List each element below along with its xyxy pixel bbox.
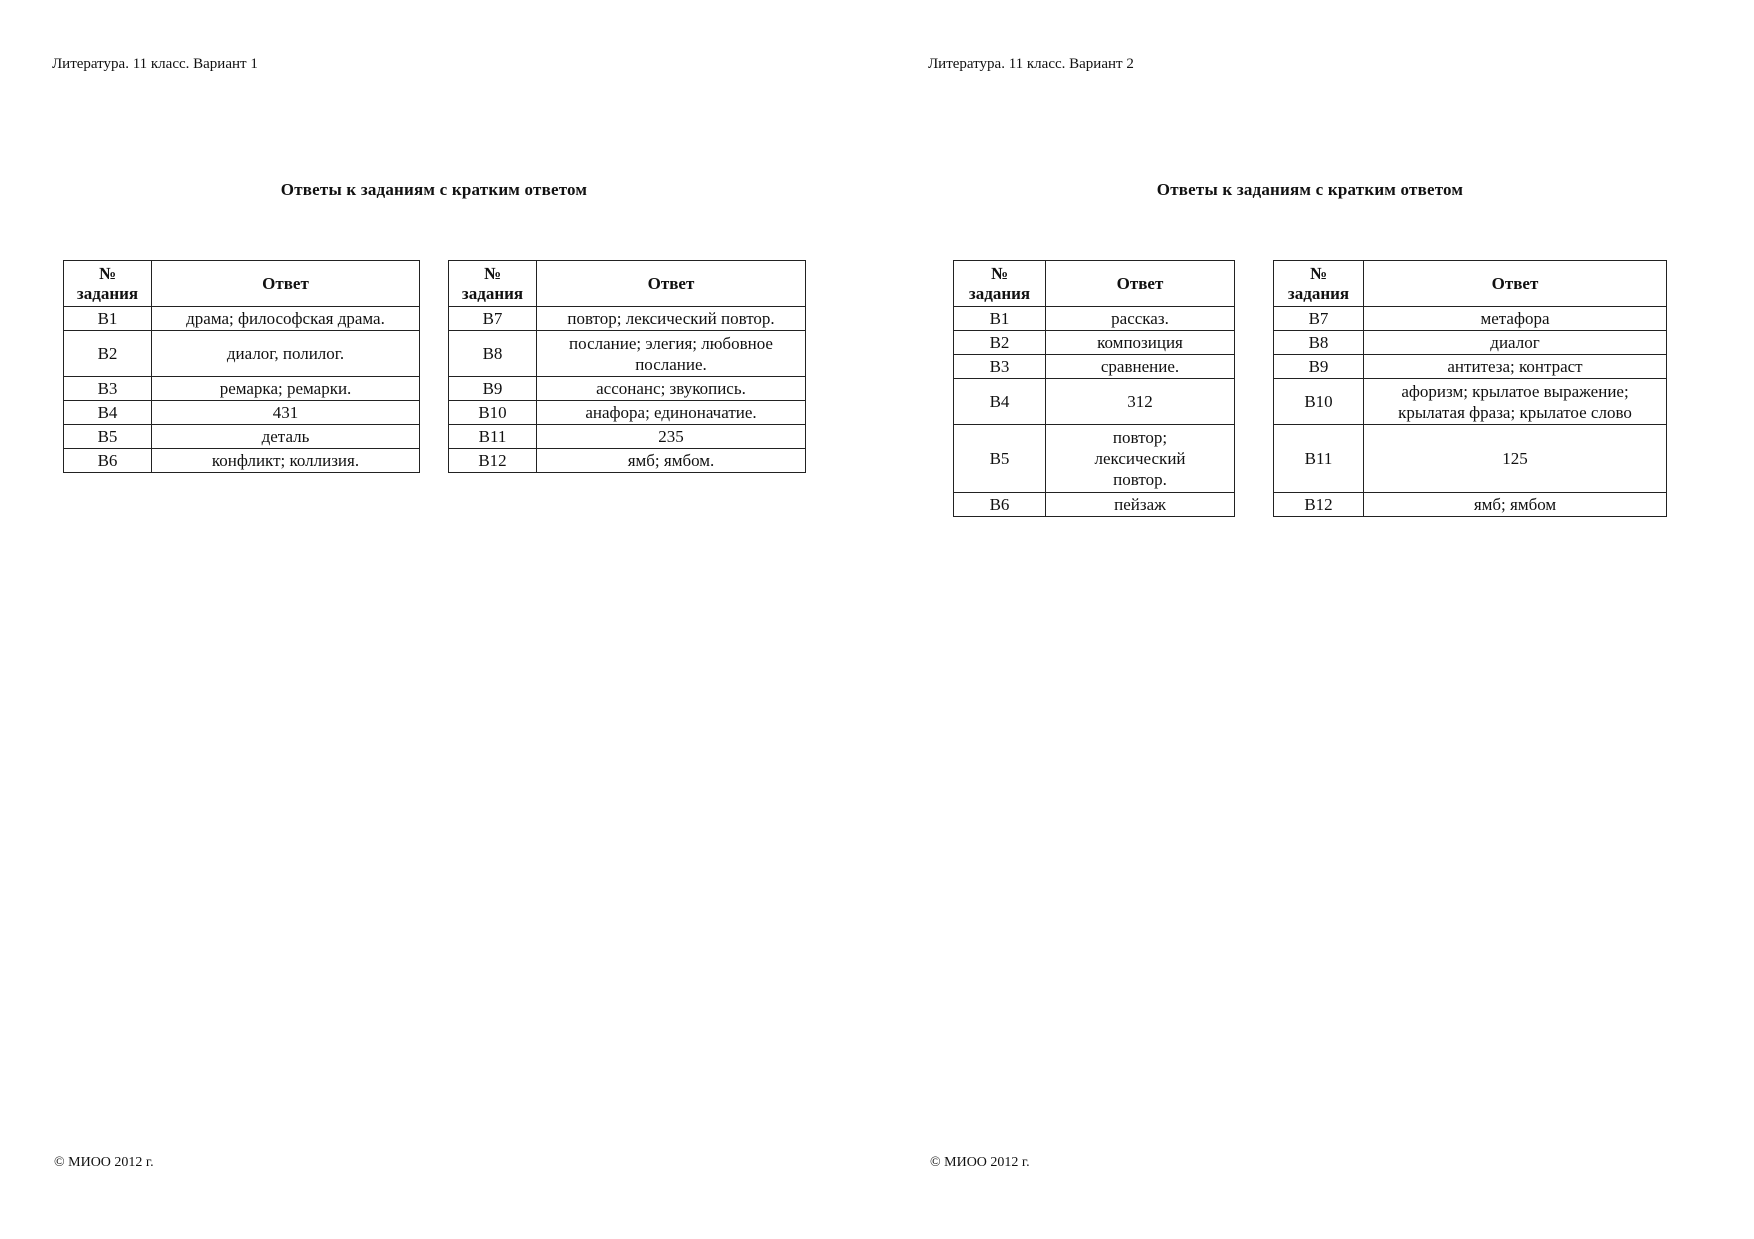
table-row (449, 331, 806, 377)
answer-cell: конфликт; коллизия. (152, 449, 420, 473)
answer-cell: ассонанс; звукопись. (537, 377, 806, 401)
answer-cell: 431 (152, 401, 420, 425)
page-footer-variant1: © МИОО 2012 г. (54, 1155, 154, 1170)
answer-cell: метафора (1364, 307, 1667, 331)
task-number: В11 (1274, 425, 1364, 493)
task-number: В5 (64, 425, 152, 449)
table-row (449, 377, 806, 401)
table-row (449, 425, 806, 449)
page-header-variant1: Литература. 11 класс. Вариант 1 (52, 56, 258, 72)
answers-table-v1-right (448, 260, 806, 473)
task-number: В1 (954, 307, 1046, 331)
col-task-number-header: № задания (449, 261, 537, 307)
table-row (1274, 307, 1667, 331)
task-number: В2 (954, 331, 1046, 355)
table-row (449, 449, 806, 473)
page-footer-variant2: © МИОО 2012 г. (930, 1155, 1030, 1170)
col-answer-header: Ответ (1364, 261, 1667, 307)
table-row (1274, 355, 1667, 379)
task-number: В3 (64, 377, 152, 401)
task-number: В10 (1274, 379, 1364, 425)
answer-cell: ямб; ямбом (1364, 493, 1667, 517)
col-task-number-header: № задания (64, 261, 152, 307)
answers-table-v2-left (953, 260, 1235, 517)
section-title-variant1: Ответы к заданиям с кратким ответом (280, 180, 588, 199)
task-number: В6 (954, 493, 1046, 517)
task-number: В10 (449, 401, 537, 425)
table-row (449, 307, 806, 331)
task-number: В12 (1274, 493, 1364, 517)
table-row (954, 355, 1235, 379)
answer-cell: антитеза; контраст (1364, 355, 1667, 379)
answer-cell: анафора; единоначатие. (537, 401, 806, 425)
task-number: В9 (1274, 355, 1364, 379)
task-number: В12 (449, 449, 537, 473)
table-row (64, 449, 420, 473)
table-row (1274, 331, 1667, 355)
answer-cell: композиция (1046, 331, 1235, 355)
answers-table-v1-left (63, 260, 420, 473)
col-task-number-header: № задания (1274, 261, 1364, 307)
task-number: В1 (64, 307, 152, 331)
table-row (64, 401, 420, 425)
page-header-variant2: Литература. 11 класс. Вариант 2 (928, 56, 1134, 72)
task-number: В8 (449, 331, 537, 377)
task-number: В7 (1274, 307, 1364, 331)
table-row (64, 377, 420, 401)
col-answer-header: Ответ (537, 261, 806, 307)
answer-cell: ремарка; ремарки. (152, 377, 420, 401)
answer-cell: 235 (537, 425, 806, 449)
answer-cell: 125 (1364, 425, 1667, 493)
task-number: В5 (954, 425, 1046, 493)
table-row (954, 331, 1235, 355)
answer-cell: ямб; ямбом. (537, 449, 806, 473)
answer-cell: диалог, полилог. (152, 331, 420, 377)
table-row (1274, 425, 1667, 493)
table-row (1274, 493, 1667, 517)
table-row (954, 379, 1235, 425)
table-row (64, 425, 420, 449)
task-number: В2 (64, 331, 152, 377)
task-number: В7 (449, 307, 537, 331)
answer-cell: диалог (1364, 331, 1667, 355)
answers-table-v2-right (1273, 260, 1667, 517)
table-row (1274, 379, 1667, 425)
answer-cell: повтор; лексический повтор. (537, 307, 806, 331)
col-task-number-header: № задания (954, 261, 1046, 307)
section-title-variant2: Ответы к заданиям с кратким ответом (1156, 180, 1464, 199)
answer-cell: афоризм; крылатое выражение; крылатая фраза; крылатое слово (1364, 379, 1667, 425)
table-row (449, 401, 806, 425)
task-number: В8 (1274, 331, 1364, 355)
table-row (954, 307, 1235, 331)
col-answer-header: Ответ (1046, 261, 1235, 307)
answer-cell: рассказ. (1046, 307, 1235, 331)
answer-cell: драма; философская драма. (152, 307, 420, 331)
table-row (64, 307, 420, 331)
col-answer-header: Ответ (152, 261, 420, 307)
answer-cell: повтор; лексический повтор. (1046, 425, 1235, 493)
table-row (954, 493, 1235, 517)
task-number: В11 (449, 425, 537, 449)
task-number: В9 (449, 377, 537, 401)
task-number: В4 (954, 379, 1046, 425)
answer-cell: сравнение. (1046, 355, 1235, 379)
answer-cell: послание; элегия; любовное послание. (537, 331, 806, 377)
table-row (954, 425, 1235, 493)
task-number: В4 (64, 401, 152, 425)
answer-cell: деталь (152, 425, 420, 449)
answer-cell: пейзаж (1046, 493, 1235, 517)
task-number: В3 (954, 355, 1046, 379)
answer-cell: 312 (1046, 379, 1235, 425)
task-number: В6 (64, 449, 152, 473)
table-row (64, 331, 420, 377)
